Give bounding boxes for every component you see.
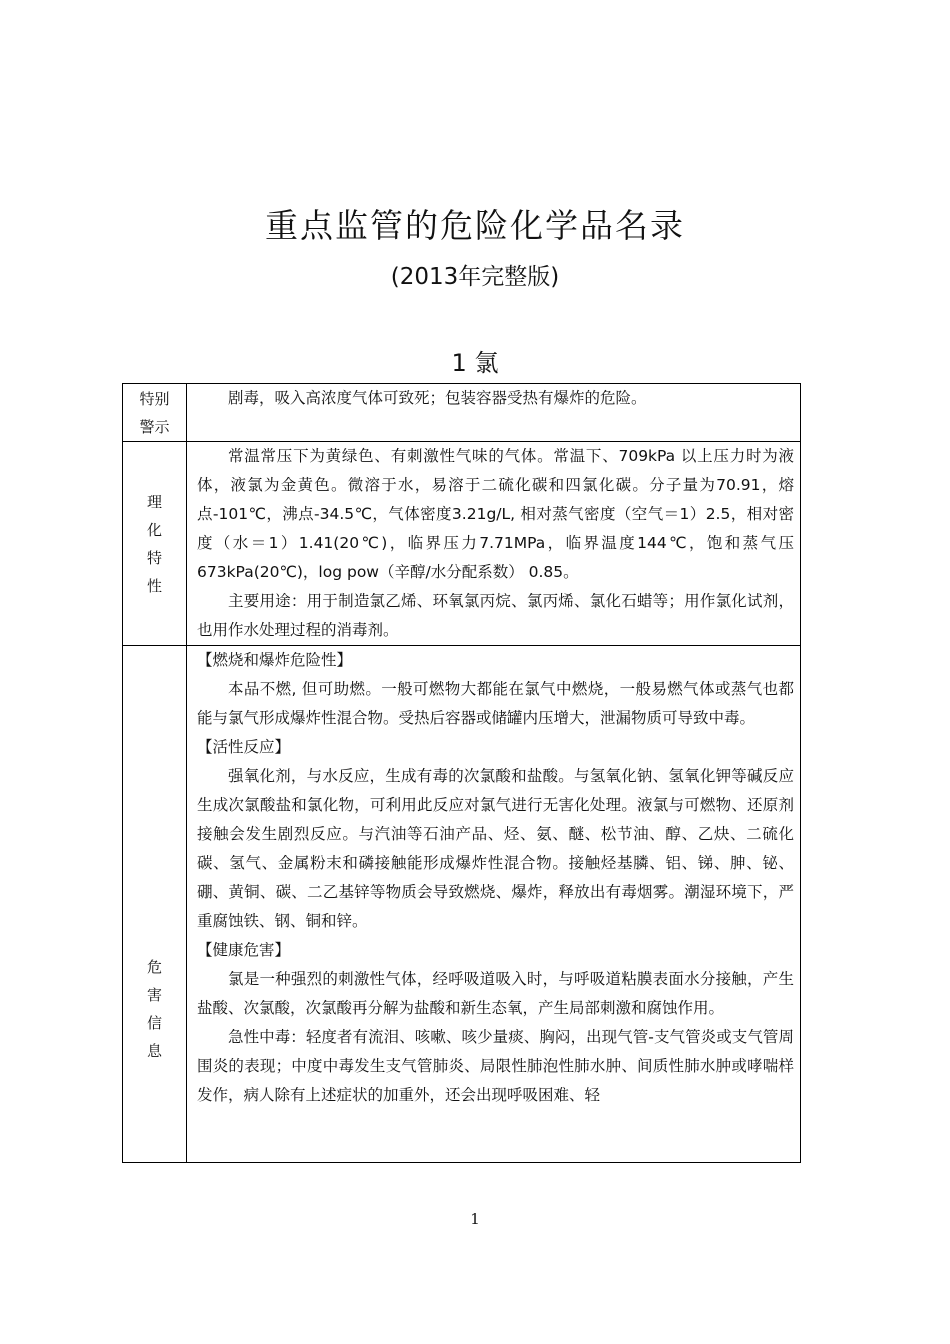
- row-label-physchem: [123, 442, 187, 646]
- label-line: 警示: [139, 418, 170, 436]
- label-line: 息: [146, 1042, 162, 1060]
- row-content-physchem: [187, 442, 801, 646]
- table-row-physchem: [123, 442, 801, 646]
- row-content-special-warning: [187, 384, 801, 442]
- physchem-properties-text: 常温常压下为黄绿色、有刺激性气味的气体。常温下、709kPa 以上压力时为液体，液氯为金黄色。微溶于水，易溶于二硫化碳和四氯化碳。分子量为70.91，熔点-101℃，沸点-34.5℃，气体密度3.21g/L, 相对蒸气密度（空气＝1）2.5，相对密度（水＝1）1.41(20℃)，临界压力7.71MPa，临界温度144℃，饱和蒸气压673kPa(20℃)，log pow（辛醇/水分配系数） 0.85。: [197, 447, 794, 581]
- chemical-heading: 1 氯: [451, 349, 499, 377]
- row-content-hazard: [187, 646, 801, 1163]
- row-label-special-warning: [123, 384, 187, 442]
- label-line: 性: [146, 576, 162, 595]
- page-number: 1: [470, 1210, 480, 1228]
- label-line: 信: [146, 1014, 162, 1032]
- label-line: 特别: [139, 390, 170, 408]
- section-heading-combustion: 【燃烧和爆炸危险性】: [197, 651, 353, 669]
- label-line: 危: [146, 958, 162, 976]
- label-line: 害: [146, 986, 162, 1004]
- section-heading-health: 【健康危害】: [197, 941, 291, 959]
- reactivity-text: 强氧化剂，与水反应，生成有毒的次氯酸和盐酸。与氢氧化钠、氢氧化钾等碱反应生成次氯酸盐和氯化物，可利用此反应对氯气进行无害化处理。液氯与可燃物、还原剂接触会发生剧烈反应。与汽油等石油产品、烃、氨、醚、松节油、醇、乙炔、二硫化碳、氢气、金属粉末和磷接触能形成爆炸性混合物。接触烃基膦、铝、锑、胂、铋、硼、黄铜、碳、二乙基锌等物质会导致燃烧、爆炸，释放出有毒烟雾。潮湿环境下，严重腐蚀铁、钢、铜和锌。: [197, 767, 794, 930]
- label-line: 理: [146, 492, 162, 511]
- document-title: 重点监管的危险化学品名录: [265, 206, 685, 245]
- table-row-special-warning: [123, 384, 801, 442]
- main-uses-text: 主要用途：用于制造氯乙烯、环氧氯丙烷、氯丙烯、氯化石蜡等；用作氯化试剂，也用作水处理过程的消毒剂。: [197, 592, 794, 639]
- warning-text: 剧毒，吸入高浓度气体可致死；包装容器受热有爆炸的危险。: [228, 389, 647, 407]
- health-hazard-text: 氯是一种强烈的刺激性气体，经呼吸道吸入时，与呼吸道粘膜表面水分接触，产生盐酸、次氯酸，次氯酸再分解为盐酸和新生态氧，产生局部刺激和腐蚀作用。: [197, 970, 794, 1017]
- section-heading-reactivity: 【活性反应】: [197, 738, 291, 756]
- table-row-hazard: [123, 646, 801, 1163]
- row-label-hazard: [123, 646, 187, 1163]
- acute-poisoning-text: 急性中毒：轻度者有流泪、咳嗽、咳少量痰、胸闷，出现气管-支气管炎或支气管周围炎的表现；中度中毒发生支气管肺炎、局限性肺泡性肺水肿、间质性肺水肿或哮喘样发作，病人除有上述症状的加重外，还会出现呼吸困难、轻: [197, 1028, 794, 1104]
- label-line: 特: [146, 548, 162, 567]
- combustion-text: 本品不燃, 但可助燃。一般可燃物大都能在氯气中燃烧，一般易燃气体或蒸气也都能与氯气形成爆炸性混合物。受热后容器或储罐内压增大，泄漏物质可导致中毒。: [197, 680, 794, 727]
- label-line: 化: [146, 520, 162, 539]
- document-subtitle: (2013年完整版): [390, 264, 560, 290]
- chemical-info-table: [122, 383, 801, 1163]
